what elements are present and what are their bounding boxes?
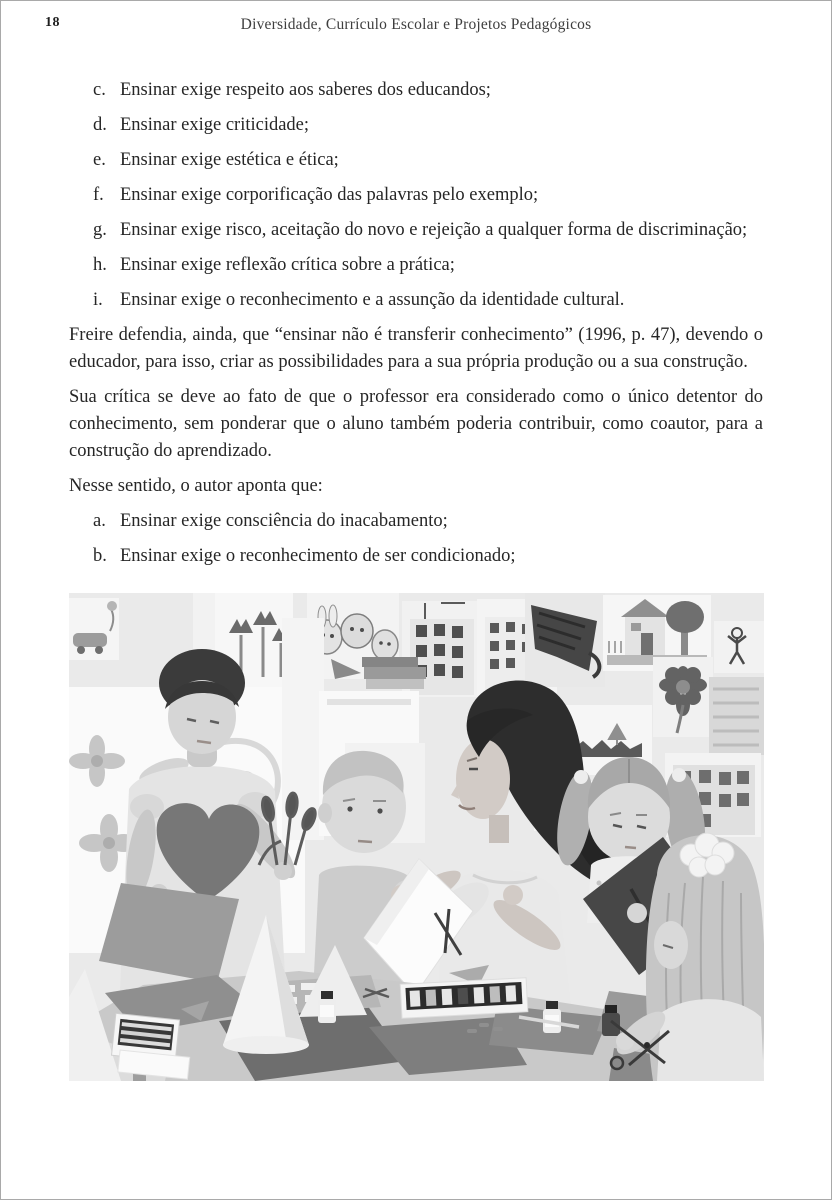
running-head-title: Diversidade, Currículo Escolar e Projetos Pedagógicos bbox=[240, 16, 592, 33]
list-item bbox=[69, 77, 763, 104]
page-content bbox=[69, 77, 763, 1081]
list-item bbox=[69, 287, 763, 314]
list-item bbox=[69, 112, 763, 139]
list-item-letter: e. bbox=[93, 150, 106, 170]
list-item bbox=[69, 543, 763, 570]
paragraph-critica: Sua crítica se deve ao fato de que o professor era considerado como o único detentor do conhecimento, sem ponderar que o aluno também poderia contribuir, como coautor, para a construção do aprendizado. bbox=[69, 387, 763, 461]
list-item-text: Ensinar exige corporificação das palavras pelo exemplo; bbox=[120, 185, 539, 205]
list-item-text: Ensinar exige o reconhecimento de ser condicionado; bbox=[120, 546, 516, 566]
list-item-text: Ensinar exige consciência do inacabamento; bbox=[120, 511, 448, 531]
list-item-text: Ensinar exige risco, aceitação do novo e rejeição a qualquer forma de discriminação; bbox=[120, 220, 748, 240]
list-item-text: Ensinar exige o reconhecimento e a assunção da identidade cultural. bbox=[120, 290, 625, 310]
list-item-text: Ensinar exige respeito aos saberes dos educandos; bbox=[120, 80, 491, 100]
list-item-letter: f. bbox=[93, 185, 104, 205]
paragraph-nesse-sentido: Nesse sentido, o autor aponta que: bbox=[69, 476, 323, 496]
list-item-letter: b. bbox=[93, 546, 107, 566]
list-item-text: Ensinar exige estética e ética; bbox=[120, 150, 339, 170]
list-item bbox=[69, 182, 763, 209]
classroom-photo bbox=[69, 593, 764, 1081]
list-item-text: Ensinar exige criticidade; bbox=[120, 115, 310, 135]
freire-list bbox=[69, 77, 763, 314]
list-item-text: Ensinar exige reflexão crítica sobre a prática; bbox=[120, 255, 455, 275]
list-item-letter: d. bbox=[93, 115, 107, 135]
list-item-letter: c. bbox=[93, 80, 106, 100]
list-item bbox=[69, 508, 763, 535]
list-item-letter: i. bbox=[93, 290, 103, 310]
list-item bbox=[69, 147, 763, 174]
second-list bbox=[69, 508, 763, 570]
paragraph-freire-quote: Freire defendia, ainda, que “ensinar não é transferir conhecimento” (1996, p. 47), devendo o educador, para isso, criar as possibilidades para a sua própria produção ou a sua construção. bbox=[69, 325, 763, 372]
list-item-letter: h. bbox=[93, 255, 107, 275]
list-item-letter: a. bbox=[93, 511, 106, 531]
list-item bbox=[69, 252, 763, 279]
list-item bbox=[69, 217, 763, 244]
page-number: 18 bbox=[45, 15, 60, 30]
list-item-letter: g. bbox=[93, 220, 107, 240]
